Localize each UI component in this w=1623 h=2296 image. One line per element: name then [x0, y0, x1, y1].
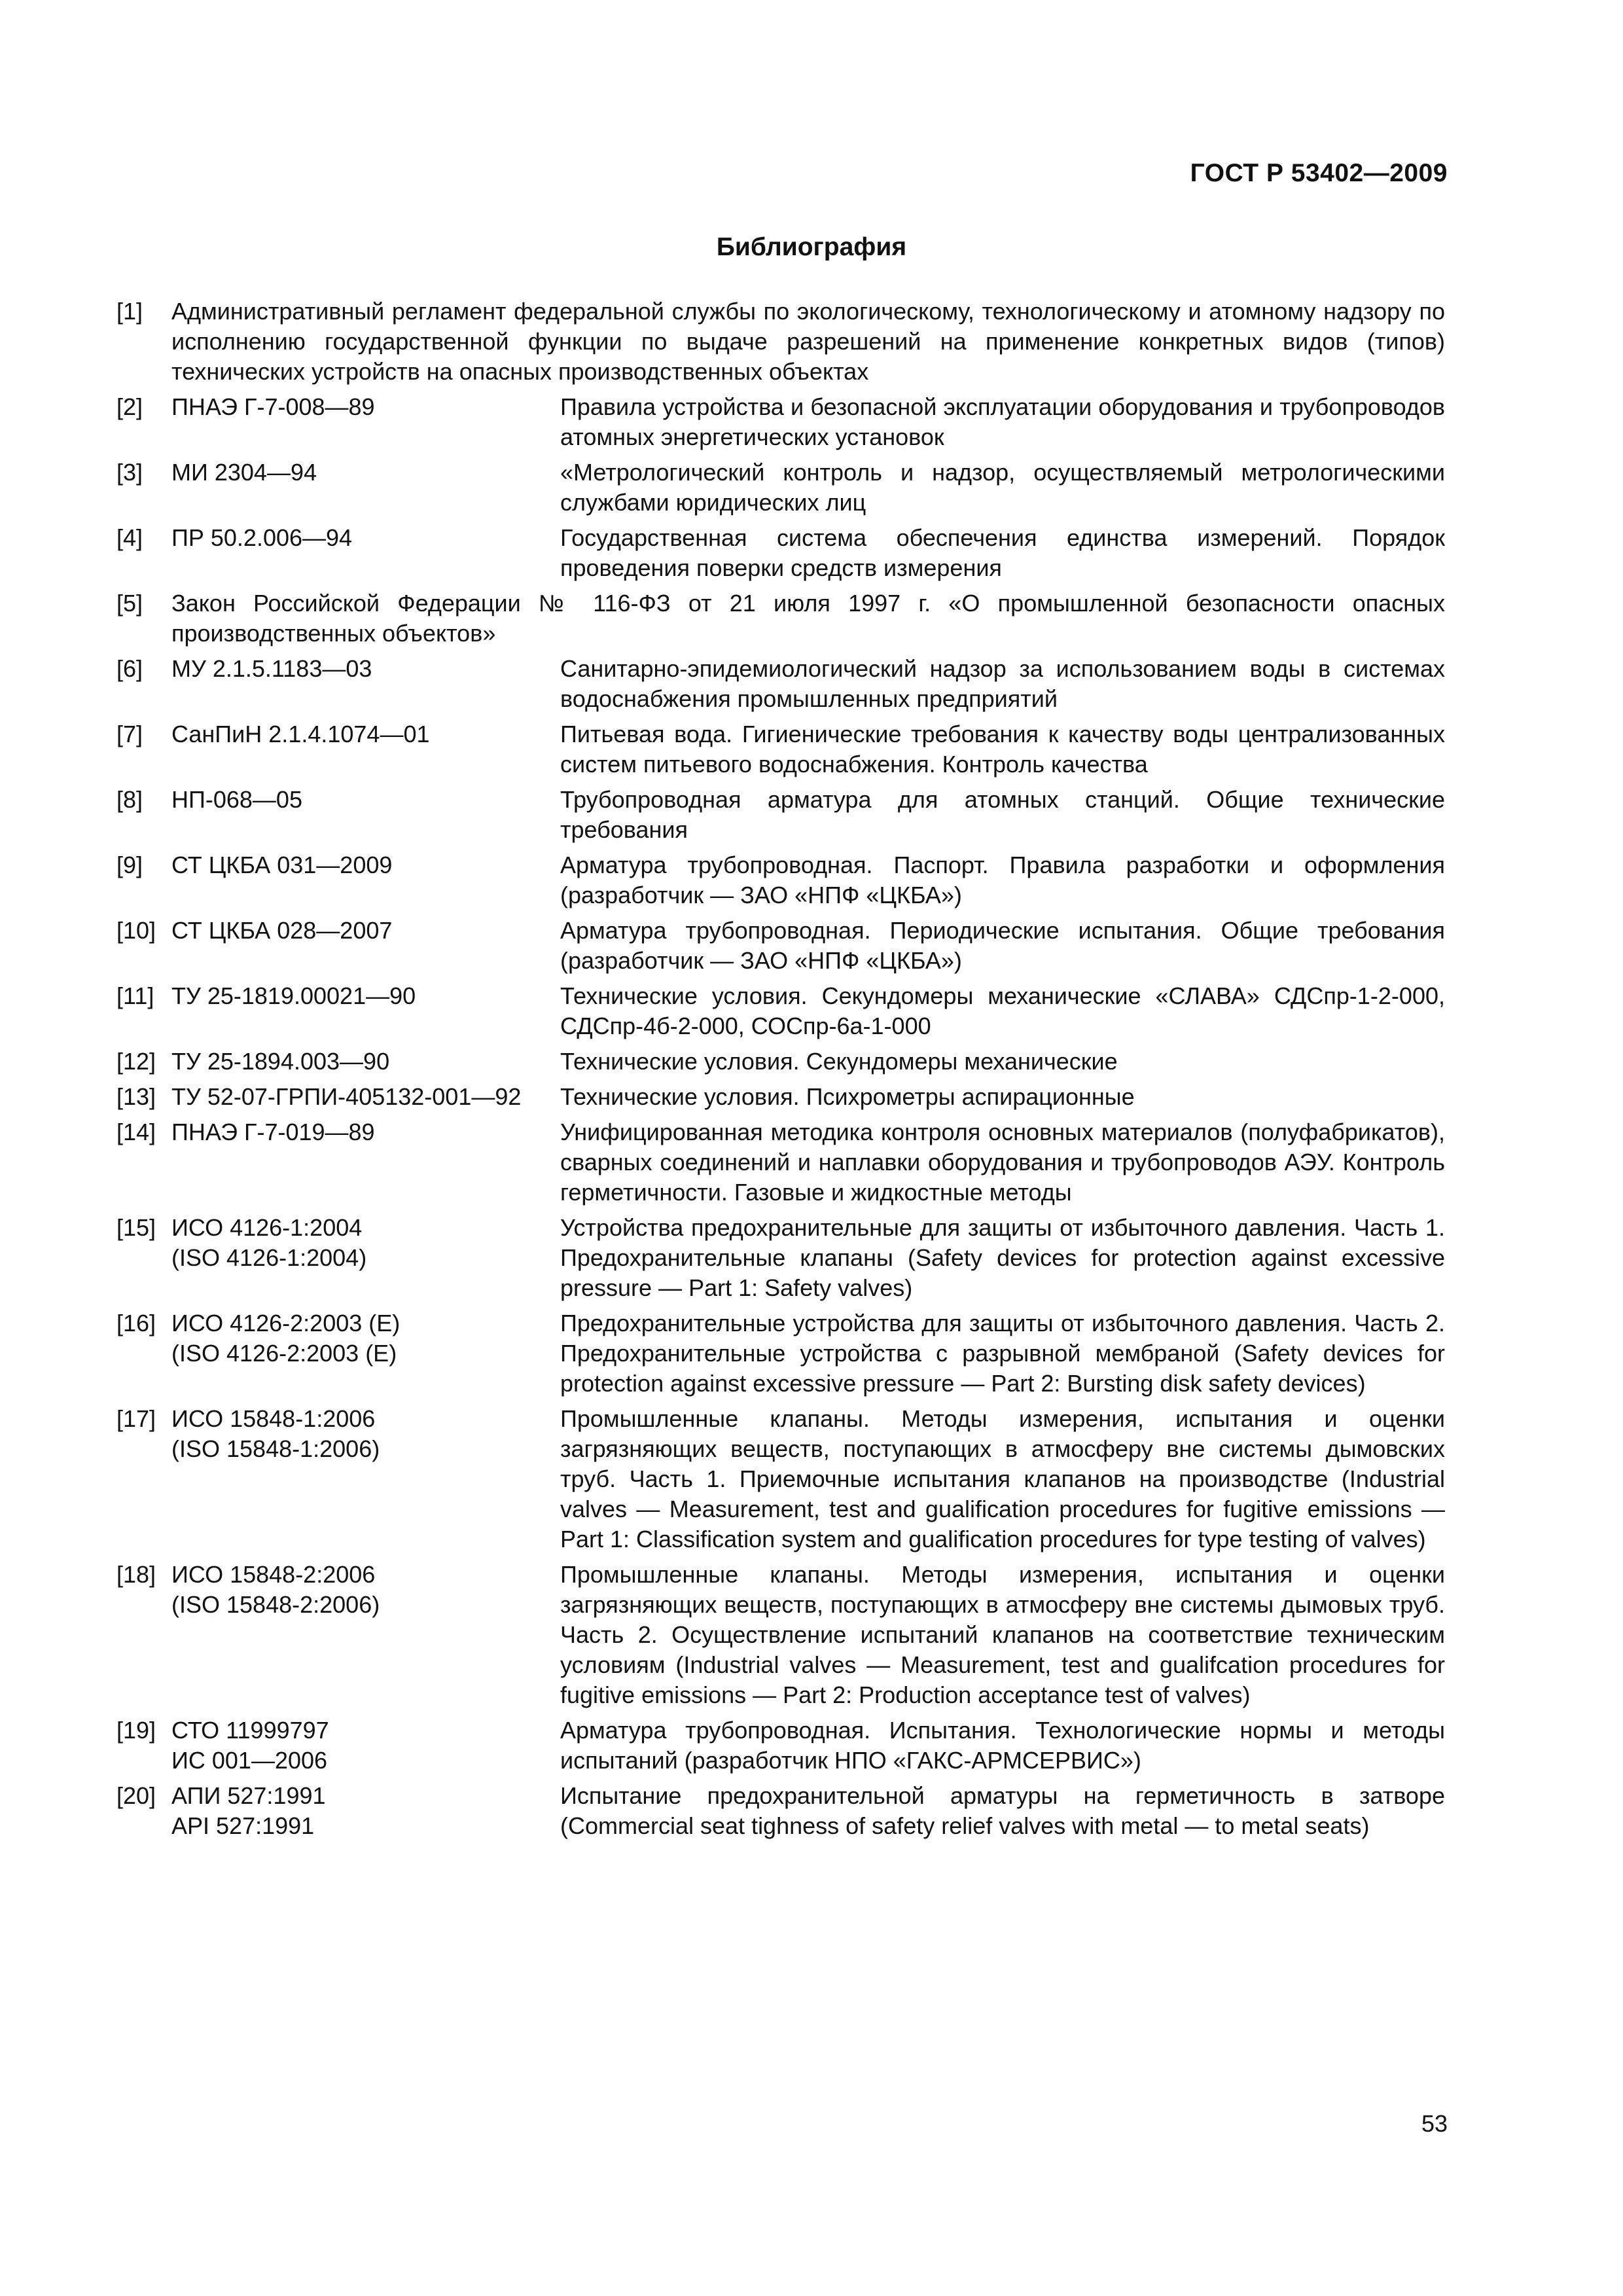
bibliography-entry	[116, 719, 1445, 780]
page-number: 53	[1421, 2110, 1448, 2137]
entry-number: [16]	[116, 1310, 156, 1336]
entry-reference	[171, 1715, 560, 1776]
entry-title: Закон Российской Федерации № 116-ФЗ от 21 июля 1997 г. «О промышленной безопасности опасных производственных объектов»	[171, 590, 1445, 647]
entry-number: [8]	[116, 786, 143, 813]
entry-reference	[171, 1117, 560, 1208]
entry-reference-line: АПИ 527:1991	[171, 1782, 326, 1809]
entry-number: [15]	[116, 1214, 156, 1241]
entry-title: Государственная система обеспечения единства измерений. Порядок проведения поверки средств измерения	[560, 524, 1445, 581]
entry-reference-line: СанПиН 2.1.4.1074—01	[171, 721, 430, 747]
entry-reference-line: (ISO 15848-1:2006)	[171, 1435, 380, 1462]
entry-number: [11]	[116, 982, 154, 1009]
entry-title: Трубопроводная арматура для атомных станций. Общие технические требования	[560, 786, 1445, 843]
entry-reference	[171, 1781, 560, 1841]
entry-reference-line: ПНАЭ Г-7-008—89	[171, 393, 375, 420]
entry-reference-line: ТУ 25-1894.003—90	[171, 1048, 390, 1075]
page-title: Библиография	[716, 233, 907, 261]
entry-title: Арматура трубопроводная. Паспорт. Правила разработки и оформления (разработчик — ЗАО «НПФ «ЦКБА»)	[560, 852, 1445, 908]
entry-title: Устройства предохранительные для защиты от избыточного давления. Часть 1. Предохранительные клапаны (Safety devices for protection against excessive pressure — Part 1: Safety valves)	[560, 1214, 1445, 1301]
entry-number: [10]	[116, 917, 156, 944]
entry-title: Испытание предохранительной арматуры на герметичность в затворе (Commercial seat tighness of safety relief valves with metal — to metal seats)	[560, 1782, 1445, 1839]
entry-number: [4]	[116, 524, 143, 551]
entry-title: Предохранительные устройства для защиты от избыточного давления. Часть 2. Предохранительные устройства с разрывной мембраной (Safety devices for protection against excessive pressure — Part 2: Bursting disk safety devices)	[560, 1310, 1445, 1397]
entry-reference-line: (ISO 15848-2:2006)	[171, 1591, 380, 1618]
entry-title: Санитарно-эпидемиологический надзор за использованием воды в системах водоснабжения промышленных предприятий	[560, 655, 1445, 712]
bibliography-entry	[116, 785, 1445, 845]
entry-number: [6]	[116, 655, 143, 682]
entry-reference	[171, 1308, 560, 1399]
entry-title: Технические условия. Секундомеры механические	[560, 1048, 1118, 1075]
entry-title: Унифицированная методика контроля основных материалов (полуфабрикатов), сварных соединений и наплавки оборудования и трубопроводов АЭУ. Контроль герметичности. Газовые и жидкостные методы	[560, 1119, 1445, 1206]
entry-reference-line: СТ ЦКБА 031—2009	[171, 852, 393, 878]
bibliography-entry	[116, 916, 1445, 976]
bibliography-list	[116, 296, 1445, 1846]
bibliography-entry	[116, 1781, 1445, 1841]
entry-reference	[171, 981, 560, 1041]
entry-number: [3]	[116, 459, 143, 486]
entry-reference-line: ИСО 4126-2:2003 (Е)	[171, 1310, 401, 1336]
entry-reference	[171, 1404, 560, 1554]
entry-reference-line: ИС 001—2006	[171, 1747, 328, 1774]
entry-reference-line: ТУ 25-1819.00021—90	[171, 982, 416, 1009]
entry-reference-line: ИСО 4126-1:2004	[171, 1214, 363, 1241]
bibliography-entry	[116, 523, 1445, 583]
entry-number: [19]	[116, 1717, 156, 1744]
entry-reference	[171, 392, 560, 452]
entry-reference-line: ИСО 15848-1:2006	[171, 1405, 376, 1432]
entry-reference	[171, 1047, 560, 1077]
bibliography-entry	[116, 1047, 1445, 1077]
entry-reference-line: МУ 2.1.5.1183—03	[171, 655, 372, 682]
entry-reference-line: ПНАЭ Г-7-019—89	[171, 1119, 375, 1145]
entry-reference	[171, 1213, 560, 1303]
entry-number: [5]	[116, 590, 143, 617]
entry-reference	[171, 785, 560, 845]
entry-number: [7]	[116, 721, 143, 747]
entry-reference-line: СТ ЦКБА 028—2007	[171, 917, 393, 944]
entry-title: Технические условия. Секундомеры механические «СЛАВА» СДСпр-1-2-000, СДСпр-4б-2-000, СОСпр-6а-1-000	[560, 982, 1445, 1039]
entry-number: [17]	[116, 1405, 156, 1432]
bibliography-entry	[116, 654, 1445, 714]
entry-reference	[171, 1560, 560, 1710]
bibliography-entry	[116, 392, 1445, 452]
entry-title: Арматура трубопроводная. Периодические испытания. Общие требования (разработчик — ЗАО «НПФ «ЦКБА»)	[560, 917, 1445, 974]
entry-reference	[171, 916, 560, 976]
entry-number: [14]	[116, 1119, 156, 1145]
entry-reference-line: (ISO 4126-2:2003 (E)	[171, 1340, 397, 1367]
bibliography-entry	[116, 981, 1445, 1041]
entry-reference-line: API 527:1991	[171, 1812, 315, 1839]
bibliography-entry	[116, 1715, 1445, 1776]
entry-reference	[171, 1082, 560, 1112]
entry-title: Технические условия. Психрометры аспирационные	[560, 1083, 1135, 1110]
entry-reference-line: НП-068—05	[171, 786, 302, 813]
bibliography-entry	[116, 1404, 1445, 1554]
bibliography-entry	[116, 457, 1445, 518]
entry-reference-line: ТУ 52-07-ГРПИ-405132-001—92	[171, 1083, 522, 1110]
entry-number: [20]	[116, 1782, 156, 1809]
entry-title: Питьевая вода. Гигиенические требования к качеству воды централизованных систем питьевого водоснабжения. Контроль качества	[560, 721, 1445, 778]
entry-reference-line: (ISO 4126-1:2004)	[171, 1244, 367, 1271]
entry-number: [12]	[116, 1048, 156, 1075]
entry-reference-line: ИСО 15848-2:2006	[171, 1561, 376, 1588]
entry-reference-line: ПР 50.2.006—94	[171, 524, 353, 551]
bibliography-entry	[116, 1117, 1445, 1208]
entry-number: [13]	[116, 1083, 156, 1110]
document-header: ГОСТ Р 53402—2009	[1190, 159, 1448, 187]
entry-reference	[171, 457, 560, 518]
entry-number: [1]	[116, 298, 143, 325]
bibliography-entry	[116, 1082, 1445, 1112]
entry-title: Арматура трубопроводная. Испытания. Технологические нормы и методы испытаний (разработчик НПО «ГАКС-АРМСЕРВИС»)	[560, 1717, 1445, 1774]
entry-reference	[171, 850, 560, 910]
entry-reference	[171, 719, 560, 780]
bibliography-entry	[116, 1213, 1445, 1303]
entry-title: «Метрологический контроль и надзор, осуществляемый метрологическими службами юридических лиц	[560, 459, 1445, 516]
entry-reference	[171, 523, 560, 583]
entry-number: [18]	[116, 1561, 156, 1588]
bibliography-entry	[116, 588, 1445, 649]
entry-reference	[171, 654, 560, 714]
entry-title: Правила устройства и безопасной эксплуатации оборудования и трубопроводов атомных энергетических установок	[560, 393, 1445, 450]
bibliography-entry	[116, 1308, 1445, 1399]
bibliography-entry	[116, 1560, 1445, 1710]
bibliography-entry	[116, 850, 1445, 910]
entry-number: [2]	[116, 393, 143, 420]
bibliography-entry	[116, 296, 1445, 387]
entry-title: Промышленные клапаны. Методы измерения, испытания и оценки загрязняющих веществ, поступающих в атмосферу вне системы дымовых труб. Часть 2. Осуществление испытаний клапанов на соответствие техническим условиям (Industrial valves — Measurement, test and gualifcation procedures for fugitive emissions — Part 2: Production acceptance test of valves)	[560, 1561, 1445, 1708]
entry-reference-line: СТО 11999797	[171, 1717, 329, 1744]
entry-number: [9]	[116, 852, 143, 878]
entry-title: Административный регламент федеральной службы по экологическому, технологическому и атомному надзору по исполнению государственной функции по выдаче разрешений на применение конкретных видов (типов) технических устройств на опасных производственных объектах	[171, 298, 1445, 385]
entry-title: Промышленные клапаны. Методы измерения, испытания и оценки загрязняющих веществ, поступающих в атмосферу вне системы дымовских труб. Часть 1. Приемочные испытания клапанов на производстве (Industrial valves — Measurement, test and gualification procedures for fugitive emissions — Part 1: Classification system and gualification procedures for type testing of valves)	[560, 1405, 1445, 1552]
entry-reference-line: МИ 2304—94	[171, 459, 317, 486]
